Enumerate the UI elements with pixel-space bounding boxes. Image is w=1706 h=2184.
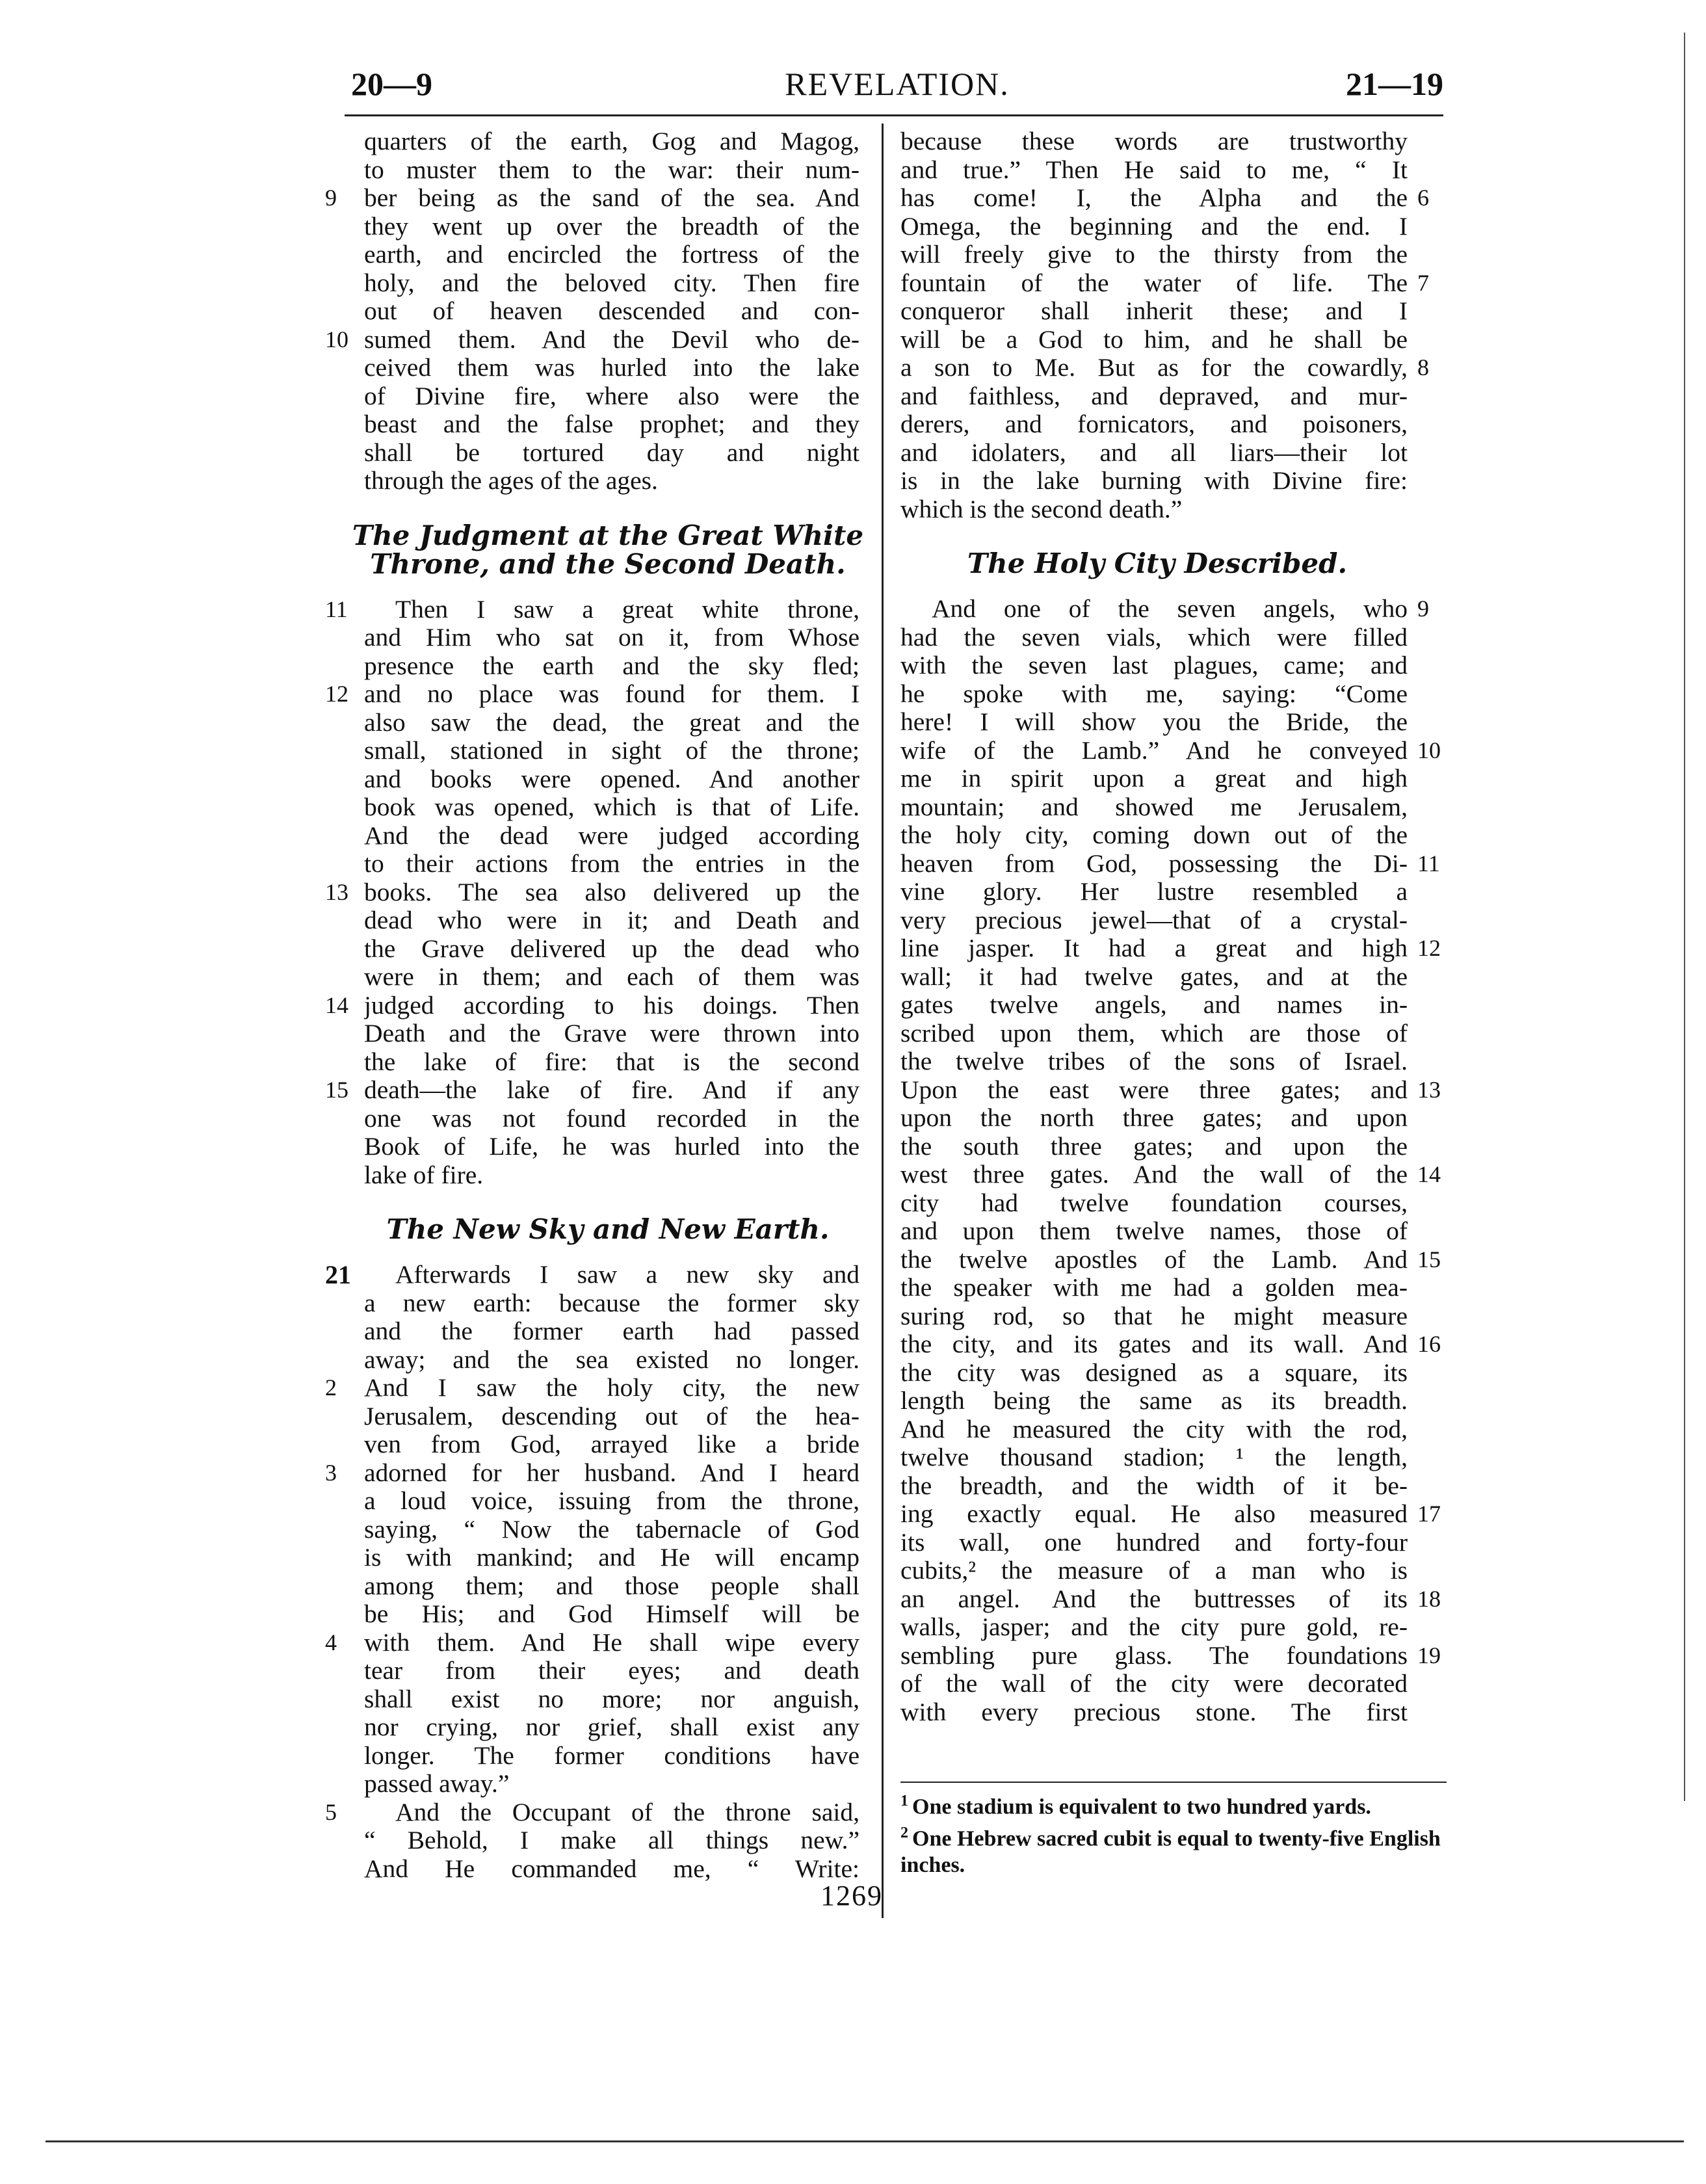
- verse-number: 19: [1417, 1642, 1441, 1668]
- section-gap: [900, 523, 1443, 549]
- text-line: [325, 1798, 865, 1827]
- verse-number: 14: [1417, 1161, 1441, 1187]
- text-line: [325, 1076, 865, 1105]
- line-text: gates twelve angels, and names in-: [900, 991, 1408, 1019]
- text-line: [900, 1585, 1443, 1614]
- text-line: [325, 1629, 865, 1657]
- line-text: and the former earth had passed: [364, 1317, 860, 1345]
- verse-number: 16: [1417, 1331, 1441, 1357]
- text-line: [325, 156, 865, 185]
- line-text: saying, “ Now the tabernacle of God: [364, 1515, 860, 1544]
- line-text: And the dead were judged according: [364, 821, 860, 850]
- line-text: and idolaters, and all liars—their lot: [900, 438, 1408, 467]
- text-line: [900, 765, 1443, 793]
- text-line: [900, 1217, 1443, 1246]
- line-text: passed away.”: [364, 1770, 510, 1798]
- text-line: [900, 1359, 1443, 1388]
- verse-number: 11: [325, 596, 348, 622]
- text-line: [325, 1105, 865, 1133]
- text-line: [900, 156, 1443, 185]
- line-text: he spoke with me, saying: “Come: [900, 679, 1408, 708]
- line-text: Then I saw a great white throne,: [395, 595, 860, 624]
- verse-number: 10: [325, 326, 348, 352]
- line-text: away; and the sea existed no longer.: [364, 1345, 860, 1374]
- line-text: books. The sea also delivered up the: [364, 878, 860, 906]
- line-text: derers, and fornicators, and poisoners,: [900, 410, 1408, 438]
- text-line: [900, 850, 1443, 878]
- text-line: [325, 1430, 865, 1459]
- line-text: ing exactly equal. He also measured: [900, 1500, 1408, 1528]
- line-text: Death and the Grave were thrown into: [364, 1020, 860, 1047]
- verse-number: 4: [325, 1629, 337, 1655]
- text-line: [900, 1189, 1443, 1218]
- text-line: [900, 213, 1443, 241]
- verse-number: 5: [325, 1798, 337, 1825]
- line-text: holy, and the beloved city. Then fire: [364, 269, 860, 297]
- line-text: And one of the seven angels, who: [932, 595, 1408, 623]
- text-line: [900, 1387, 1443, 1415]
- text-line: [325, 737, 865, 765]
- line-text: shall be tortured day and night: [364, 438, 860, 467]
- section-heading: The Judgment at the Great White: [352, 519, 864, 551]
- text-line: [900, 1330, 1443, 1359]
- line-text: ceived them was hurled into the lake: [364, 354, 860, 382]
- text-line: [325, 127, 865, 156]
- page-edge-rule: [1684, 33, 1685, 1801]
- verse-number: 12: [325, 681, 348, 707]
- text-line: [325, 963, 865, 992]
- text-line: [325, 439, 865, 467]
- verse-number: 10: [1417, 737, 1441, 763]
- line-text: wall; it had twelve gates, and at the: [900, 962, 1408, 991]
- line-text: the twelve apostles of the Lamb. And: [900, 1245, 1408, 1274]
- bottom-rule: [46, 2140, 1684, 2142]
- line-text: death—the lake of fire. And if any: [364, 1076, 860, 1104]
- line-text: with every precious stone. The first: [900, 1698, 1408, 1726]
- verse-number: 13: [1417, 1076, 1441, 1103]
- text-line: [325, 1826, 865, 1855]
- text-line: [900, 1642, 1443, 1670]
- section-gap: [325, 495, 865, 521]
- text-line: [325, 241, 865, 269]
- line-text: line jasper. It had a great and high: [900, 934, 1408, 962]
- line-text: And I saw the holy city, the new: [364, 1374, 860, 1402]
- line-text: quarters of the earth, Gog and Magog,: [364, 127, 860, 155]
- text-line: [325, 1572, 865, 1601]
- text-line: [325, 793, 865, 822]
- text-line: [900, 1529, 1443, 1557]
- text-line: [325, 1713, 865, 1742]
- section-gap: [325, 1189, 865, 1215]
- line-text: city had twelve foundation courses,: [900, 1189, 1408, 1217]
- section-heading: Throne, and the Second Death.: [370, 547, 846, 580]
- header-chapter-range-end: 21—19: [1346, 66, 1443, 102]
- text-line: [325, 1317, 865, 1346]
- line-text: and true.” Then He said to me, “ It: [900, 155, 1408, 184]
- text-line: [325, 765, 865, 794]
- line-text: Upon the east were three gates; and: [900, 1075, 1408, 1104]
- text-line: [900, 1443, 1443, 1472]
- line-text: is with mankind; and He will encamp: [364, 1544, 860, 1572]
- text-line: [900, 680, 1443, 709]
- line-text: a new earth: because the former sky: [364, 1289, 860, 1317]
- footnote-rule: [900, 1782, 1447, 1783]
- line-text: be His; and God Himself will be: [364, 1600, 860, 1628]
- line-text: beast and the false prophet; and they: [364, 410, 860, 438]
- line-text: mountain; and showed me Jerusalem,: [900, 793, 1408, 821]
- text-line: [900, 241, 1443, 269]
- line-text: and upon them twelve names, those of: [900, 1217, 1408, 1245]
- text-line: [325, 624, 865, 652]
- text-line: [900, 467, 1443, 495]
- section-gap: [325, 1244, 865, 1261]
- text-line: [325, 326, 865, 354]
- text-line: [325, 906, 865, 935]
- running-header: [351, 65, 1443, 111]
- text-line: [900, 1246, 1443, 1274]
- line-text: length being the same as its breadth.: [900, 1387, 1408, 1415]
- line-text: lake of fire.: [364, 1161, 484, 1189]
- line-text: through the ages of the ages.: [364, 467, 658, 495]
- line-text: conqueror shall inherit these; and I: [900, 297, 1408, 325]
- line-text: earth, and encircled the fortress of the: [364, 241, 860, 269]
- line-text: Omega, the beginning and the end. I: [900, 212, 1408, 241]
- line-text: sumed them. And the Devil who de-: [364, 325, 860, 354]
- line-text: also saw the dead, the great and the: [364, 708, 860, 737]
- line-text: fountain of the water of life. The: [900, 269, 1408, 297]
- line-text: to their actions from the entries in the: [364, 850, 860, 878]
- text-line: [900, 1698, 1443, 1727]
- right-text-column: [900, 127, 1443, 1726]
- text-line: [900, 269, 1443, 298]
- line-text: an angel. And the buttresses of its: [900, 1585, 1408, 1613]
- verse-number: 2: [325, 1375, 337, 1401]
- line-text: sembling pure glass. The foundations: [900, 1641, 1408, 1670]
- text-line: [900, 991, 1443, 1020]
- text-line: [900, 624, 1443, 652]
- line-text: were in them; and each of them was: [364, 963, 860, 991]
- line-text: me in spirit upon a great and high: [900, 765, 1408, 793]
- line-text: which is the second death.”: [900, 495, 1183, 523]
- line-text: among them; and those people shall: [364, 1572, 860, 1600]
- footnote-text: One Hebrew sacred cubit is equal to twenty-five English inches.: [900, 1826, 1441, 1877]
- line-text: ven from God, arrayed like a bride: [364, 1430, 860, 1458]
- footnote-mark: 2: [900, 1824, 908, 1842]
- text-line: [900, 1415, 1443, 1444]
- line-text: the south three gates; and upon the: [900, 1132, 1408, 1161]
- line-text: the twelve tribes of the sons of Israel.: [900, 1047, 1408, 1075]
- verse-number: 18: [1417, 1585, 1441, 1612]
- verse-number: 3: [325, 1459, 337, 1486]
- footnote-mark: 1: [900, 1793, 908, 1809]
- line-text: the city was designed as a square, its: [900, 1358, 1408, 1387]
- line-text: Afterwards I saw a new sky and: [395, 1261, 860, 1289]
- text-line: [325, 1289, 865, 1318]
- verse-number: 9: [325, 185, 337, 211]
- text-line: [325, 709, 865, 737]
- footnote: [900, 1820, 1447, 1878]
- line-text: heaven from God, possessing the Di-: [900, 849, 1408, 878]
- line-text: will be a God to him, and he shall be: [900, 325, 1408, 354]
- section-heading: The Holy City Described.: [967, 547, 1348, 579]
- line-text: and faithless, and depraved, and mur-: [900, 382, 1408, 410]
- line-text: and no place was found for them. I: [364, 680, 860, 708]
- line-text: judged according to his doings. Then: [364, 991, 860, 1020]
- text-line: [325, 1261, 865, 1289]
- line-text: And the Occupant of the throne said,: [395, 1798, 860, 1826]
- text-line: [325, 1600, 865, 1629]
- text-line: [900, 1472, 1443, 1501]
- text-line: [900, 297, 1443, 326]
- line-text: one was not found recorded in the: [364, 1104, 860, 1133]
- line-text: the breadth, and the width of it be-: [900, 1471, 1408, 1500]
- line-text: longer. The former conditions have: [364, 1741, 860, 1770]
- text-line: [900, 793, 1443, 822]
- line-text: And He commanded me, “ Write:: [364, 1854, 860, 1883]
- text-line: [900, 1274, 1443, 1302]
- line-text: out of heaven descended and con-: [364, 297, 860, 325]
- text-line: [325, 878, 865, 907]
- line-text: Book of Life, he was hurled into the: [364, 1133, 860, 1161]
- verse-number: 6: [1417, 185, 1429, 211]
- line-text: a loud voice, issuing from the throne,: [364, 1487, 860, 1515]
- text-line: [325, 467, 865, 495]
- text-line: [900, 1302, 1443, 1331]
- text-line: [325, 410, 865, 439]
- text-line: [325, 850, 865, 878]
- text-line: [325, 1048, 865, 1077]
- text-line: [900, 737, 1443, 765]
- text-line: [325, 1161, 865, 1190]
- line-text: the holy city, coming down out of the: [900, 821, 1408, 849]
- line-text: the speaker with me had a golden mea-: [900, 1274, 1408, 1302]
- footnotes: [900, 1782, 1447, 1878]
- text-line: [900, 326, 1443, 354]
- line-text: here! I will show you the Bride, the: [900, 708, 1408, 736]
- header-rule: [345, 114, 1443, 116]
- text-line: [900, 1613, 1443, 1642]
- header-chapter-range-start: 20—9: [351, 66, 432, 102]
- line-text: with them. And He shall wipe every: [364, 1628, 860, 1657]
- text-line: [325, 596, 865, 624]
- line-text: ber being as the sand of the sea. And: [364, 184, 860, 212]
- text-line: [900, 963, 1443, 992]
- verse-number: 9: [1417, 596, 1429, 622]
- text-line: [900, 906, 1443, 935]
- line-text: adorned for her husband. And I heard: [364, 1458, 860, 1487]
- line-text: twelve thousand stadion; ¹ the length,: [900, 1443, 1408, 1471]
- line-text: to muster them to the war: their num-: [364, 155, 860, 184]
- text-line: [325, 184, 865, 213]
- text-line: [900, 439, 1443, 467]
- line-text: the lake of fire: that is the second: [364, 1047, 860, 1076]
- verse-number: 12: [1417, 935, 1441, 961]
- line-text: walls, jasper; and the city pure gold, re-: [900, 1613, 1408, 1641]
- text-line: [325, 1133, 865, 1161]
- text-line: [900, 1670, 1443, 1698]
- line-text: nor crying, nor grief, shall exist any: [364, 1713, 860, 1741]
- line-text: vine glory. Her lustre resembled a: [900, 878, 1408, 906]
- line-text: had the seven vials, which were filled: [900, 623, 1408, 651]
- text-line: [325, 1685, 865, 1714]
- chapter-number: 21: [325, 1260, 351, 1289]
- text-line: [900, 184, 1443, 213]
- verse-number: 15: [1417, 1246, 1441, 1272]
- line-text: west three gates. And the wall of the: [900, 1161, 1408, 1189]
- section-gap: [325, 579, 865, 596]
- text-line: [325, 1657, 865, 1685]
- line-text: because these words are trustworthy: [900, 127, 1408, 155]
- line-text: and books were opened. And another: [364, 765, 860, 793]
- footnote-text: One stadium is equivalent to two hundred yards.: [912, 1795, 1371, 1819]
- text-line: [325, 1770, 865, 1798]
- line-text: Jerusalem, descending out of the hea-: [364, 1402, 860, 1430]
- line-text: “ Behold, I make all things new.”: [364, 1826, 860, 1854]
- verse-number: 14: [325, 992, 348, 1018]
- text-line: [325, 1020, 865, 1048]
- text-line: [900, 1020, 1443, 1048]
- text-line: [900, 354, 1443, 382]
- text-line: [900, 1500, 1443, 1529]
- text-line: [900, 821, 1443, 850]
- verse-number: 7: [1417, 269, 1429, 296]
- text-line: [900, 1076, 1443, 1105]
- column-divider: [882, 124, 884, 1918]
- line-text: a son to Me. But as for the cowardly,: [900, 354, 1408, 382]
- text-line: [900, 934, 1443, 963]
- text-line: [900, 127, 1443, 156]
- text-line: [325, 1459, 865, 1488]
- text-line: [325, 297, 865, 326]
- line-text: has come! I, the Alpha and the: [900, 184, 1408, 212]
- text-line: [900, 495, 1443, 524]
- line-text: And he measured the city with the rod,: [900, 1415, 1408, 1443]
- section-gap: [900, 578, 1443, 595]
- text-line: [900, 878, 1443, 906]
- line-text: the city, and its gates and its wall. And: [900, 1330, 1408, 1358]
- text-line: [325, 652, 865, 681]
- text-line: [325, 680, 865, 709]
- text-line: [325, 354, 865, 382]
- line-text: dead who were in it; and Death and: [364, 906, 860, 934]
- line-text: suring rod, so that he might measure: [900, 1302, 1408, 1330]
- line-text: of the wall of the city were decorated: [900, 1670, 1408, 1698]
- line-text: presence the earth and the sky fled;: [364, 651, 860, 680]
- line-text: tear from their eyes; and death: [364, 1657, 860, 1685]
- line-text: shall exist no more; nor anguish,: [364, 1685, 860, 1713]
- text-line: [325, 1544, 865, 1572]
- text-line: [325, 822, 865, 850]
- text-line: [900, 1161, 1443, 1189]
- section-heading: The New Sky and New Earth.: [386, 1213, 830, 1245]
- left-text-column: [325, 127, 865, 1883]
- text-line: [900, 595, 1443, 624]
- line-text: they went up over the breadth of the: [364, 212, 860, 241]
- text-line: [325, 1374, 865, 1402]
- text-line: [900, 410, 1443, 439]
- text-line: [325, 1742, 865, 1770]
- line-text: cubits,² the measure of a man who is: [900, 1557, 1408, 1585]
- header-book-title: REVELATION.: [785, 66, 1010, 102]
- verse-number: 8: [1417, 354, 1429, 380]
- text-line: [325, 1402, 865, 1431]
- text-line: [325, 269, 865, 298]
- line-text: book was opened, which is that of Life.: [364, 793, 860, 821]
- line-text: very precious jewel—that of a crystal-: [900, 906, 1408, 934]
- line-text: and Him who sat on it, from Whose: [364, 624, 860, 651]
- line-text: the Grave delivered up the dead who: [364, 934, 860, 963]
- text-line: [325, 1346, 865, 1375]
- text-line: [900, 1104, 1443, 1133]
- page-number: 1269: [820, 1880, 883, 1912]
- text-line: [900, 651, 1443, 680]
- line-text: scribed upon them, which are those of: [900, 1019, 1408, 1047]
- footnote: [900, 1788, 1447, 1820]
- line-text: is in the lake burning with Divine fire:: [900, 467, 1408, 495]
- verse-number: 13: [325, 878, 348, 905]
- text-line: [900, 708, 1443, 737]
- text-line: [325, 213, 865, 241]
- verse-number: 15: [325, 1077, 348, 1103]
- line-text: its wall, one hundred and forty-four: [900, 1528, 1408, 1557]
- text-line: [325, 1516, 865, 1544]
- text-line: [900, 382, 1443, 411]
- line-text: upon the north three gates; and upon: [900, 1104, 1408, 1132]
- text-line: [900, 1047, 1443, 1076]
- line-text: with the seven last plagues, came; and: [900, 651, 1408, 679]
- text-line: [325, 1487, 865, 1516]
- line-text: small, stationed in sight of the throne;: [364, 737, 860, 765]
- text-line: [325, 382, 865, 411]
- text-line: [900, 1133, 1443, 1161]
- text-line: [325, 992, 865, 1020]
- line-text: will freely give to the thirsty from the: [900, 241, 1408, 269]
- verse-number: 11: [1417, 850, 1440, 876]
- line-text: wife of the Lamb.” And he conveyed: [900, 736, 1408, 765]
- line-text: of Divine fire, where also were the: [364, 382, 860, 410]
- text-line: [325, 935, 865, 964]
- text-line: [900, 1557, 1443, 1585]
- verse-number: 17: [1417, 1501, 1441, 1527]
